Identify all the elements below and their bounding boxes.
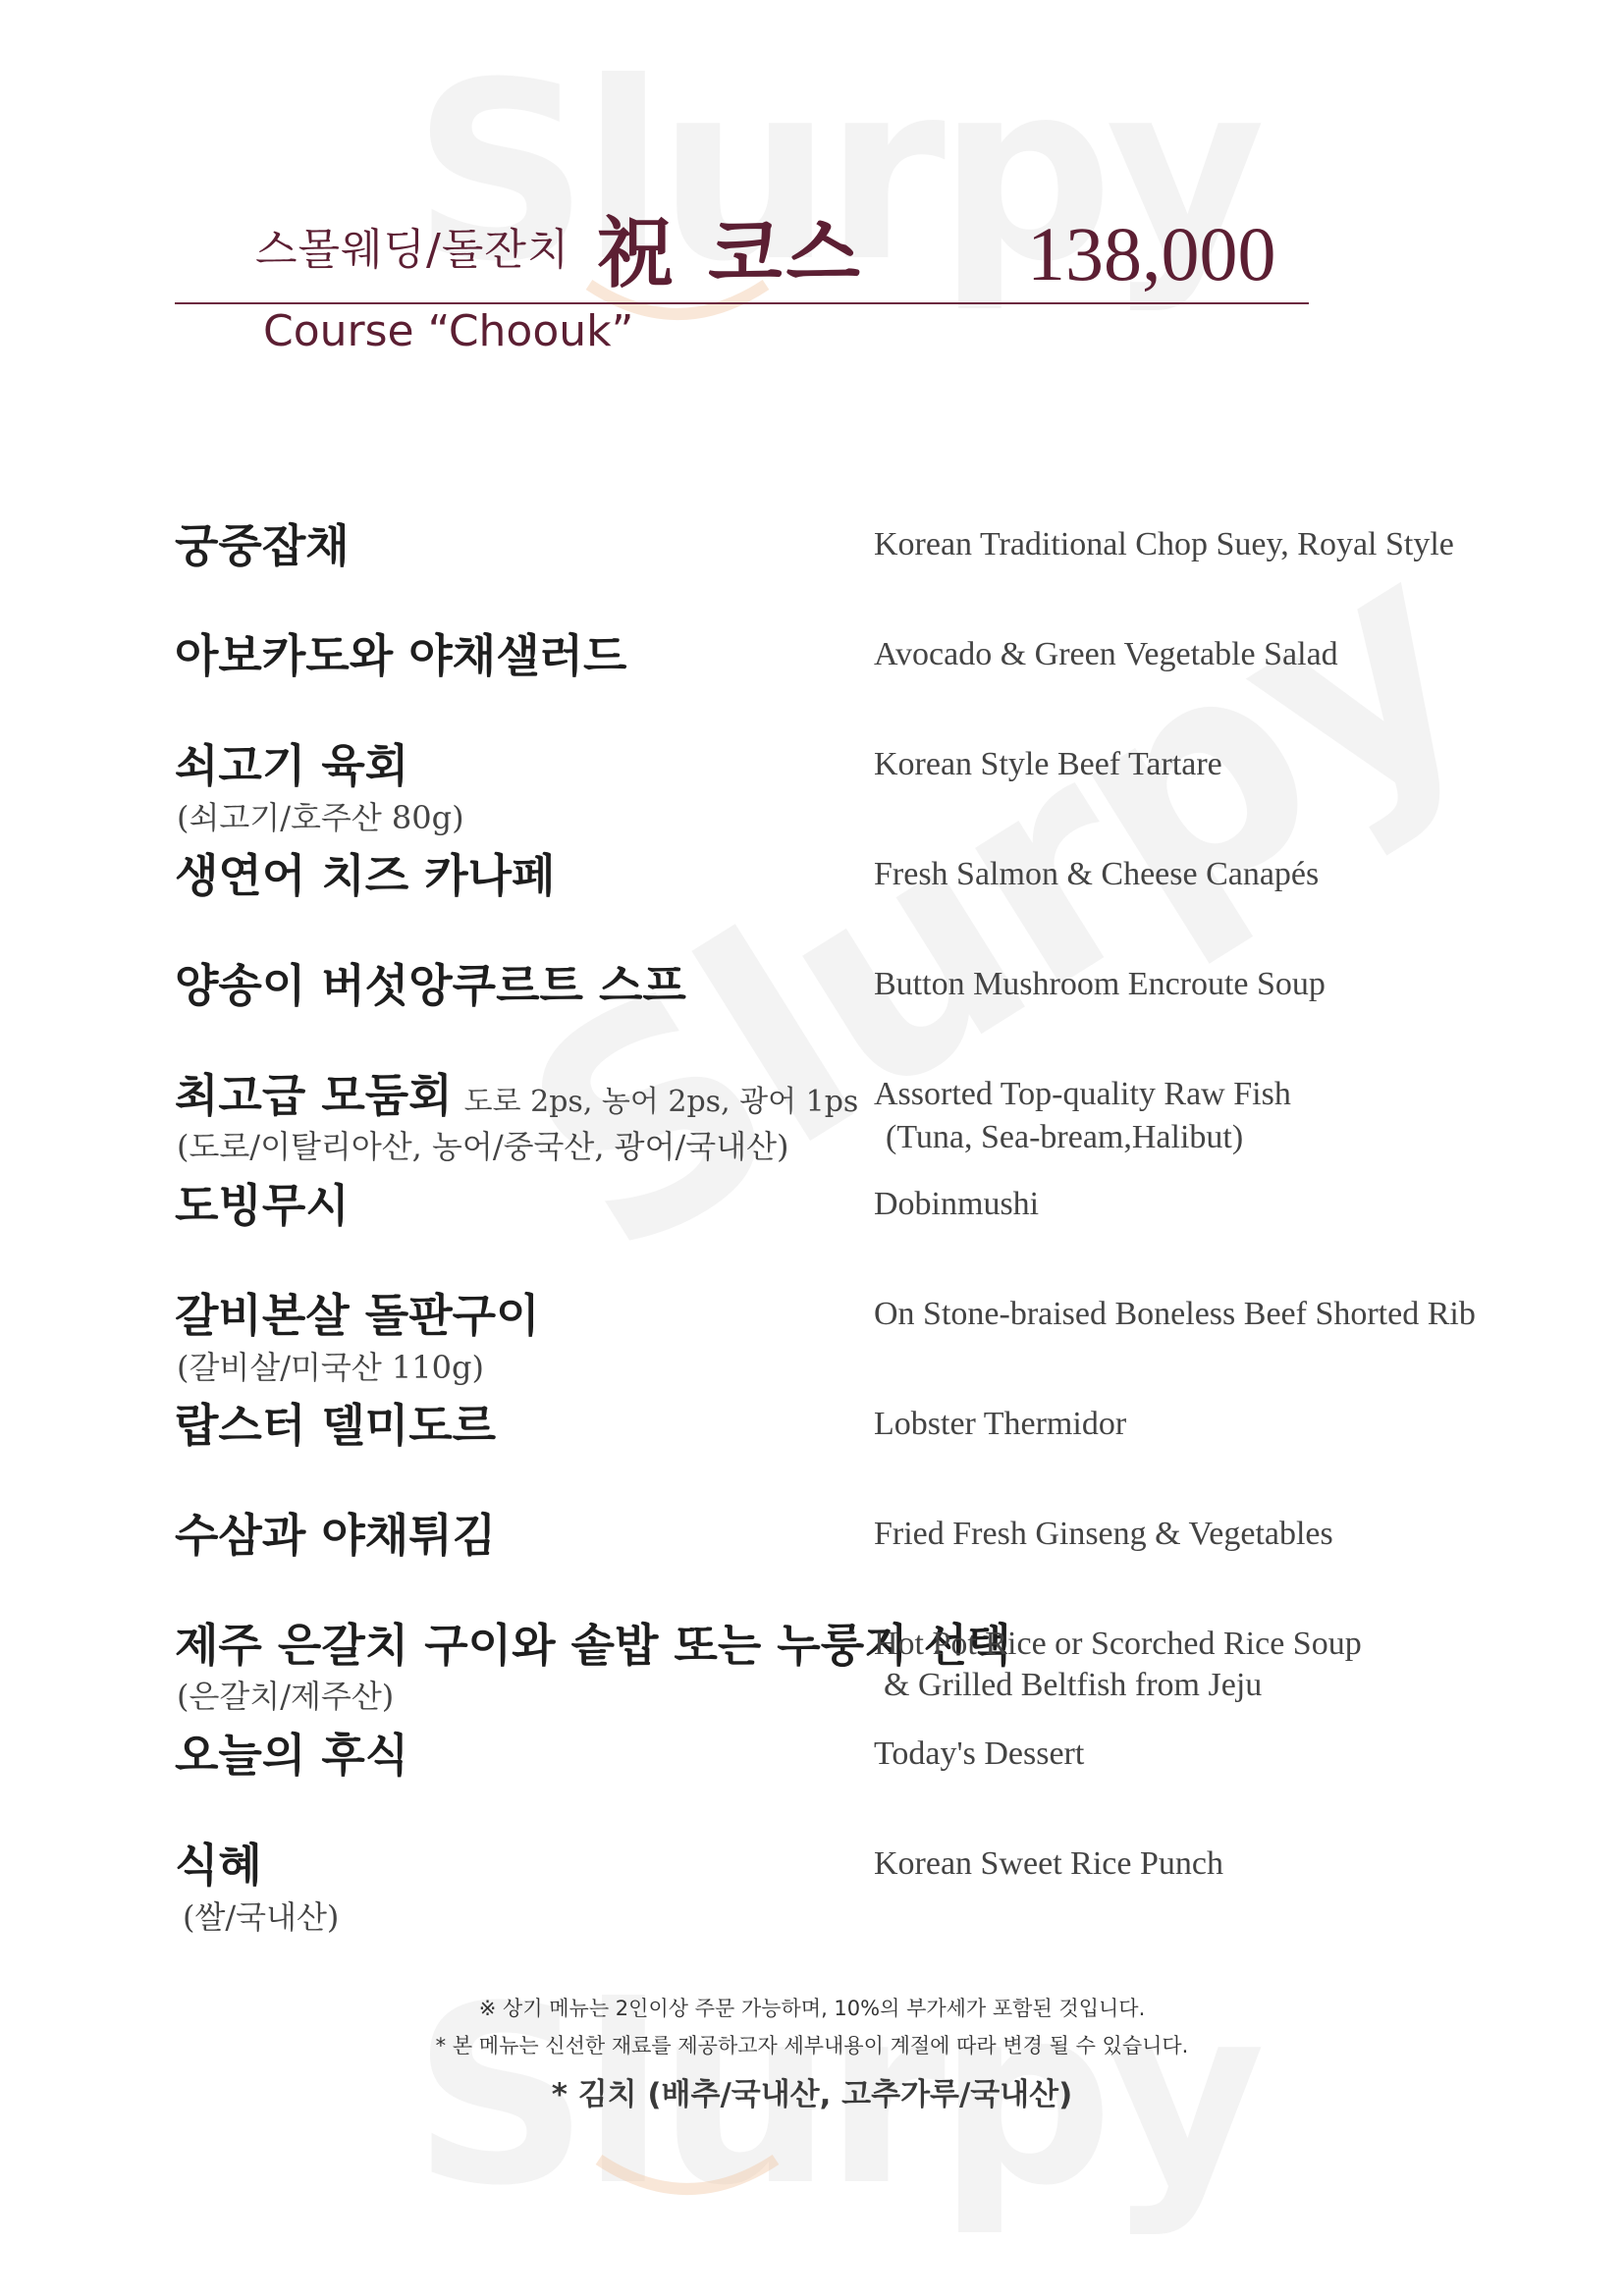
menu-item-name: 식혜 bbox=[175, 1839, 262, 1892]
menu-item-name-text: 최고급 모둠회 bbox=[175, 1069, 453, 1122]
footer-note-vat: ※ 상기 메뉴는 2인이상 주문 가능하며, 10%의 부가세가 포함된 것입니다. bbox=[478, 1997, 1146, 2020]
menu-item-name: 아보카도와 야채샐러드 bbox=[175, 629, 627, 682]
menu-item-english: Assorted Top-quality Raw Fish bbox=[874, 1076, 1291, 1112]
menu-item-portion: 도로 2ps, 농어 2ps, 광어 1ps bbox=[463, 1085, 859, 1119]
menu-item-english: Fresh Salmon & Cheese Canapés bbox=[874, 856, 1320, 892]
menu-item-english: On Stone-braised Boneless Beef Shorted Rib bbox=[874, 1296, 1476, 1332]
menu-item-origin: (쇠고기/호주산 80g) bbox=[177, 799, 464, 836]
menu-item-english: Today's Dessert bbox=[874, 1735, 1085, 1772]
watermark-fork-icon-bottom bbox=[589, 2140, 785, 2209]
course-price: 138,000 bbox=[1027, 211, 1276, 296]
menu-item-name: 궁중잡채 bbox=[175, 519, 350, 572]
course-english-title: Course “Choouk” bbox=[263, 306, 634, 356]
menu-item-name: 쇠고기 육회 bbox=[175, 739, 409, 792]
menu-item-name: 양송이 버섯앙쿠르트 스프 bbox=[175, 959, 686, 1012]
menu-item-origin: (도로/이탈리아산, 농어/중국산, 광어/국내산) bbox=[177, 1128, 789, 1165]
header-divider bbox=[175, 302, 1309, 304]
footer-note-kimchi-origin: * 김치 (배추/국내산, 고추가루/국내산) bbox=[551, 2077, 1073, 2112]
menu-item-english: Korean Style Beef Tartare bbox=[874, 746, 1222, 782]
menu-item-name: 도빙무시 bbox=[175, 1179, 350, 1232]
header-subtitle: 스몰웨딩/돌잔치 bbox=[255, 225, 570, 275]
menu-item-english: Hot Pot Rice or Scorched Rice Soup bbox=[874, 1626, 1362, 1662]
menu-item-english: Dobinmushi bbox=[874, 1186, 1040, 1222]
menu-item-english: Korean Sweet Rice Punch bbox=[874, 1845, 1223, 1882]
menu-item-english-detail: (Tuna, Sea-bream,Halibut) bbox=[886, 1119, 1244, 1155]
menu-item-origin: (쌀/국내산) bbox=[183, 1898, 340, 1936]
menu-item-name: 생연어 치즈 카나페 bbox=[175, 849, 556, 902]
menu-item-name bbox=[175, 1060, 858, 1125]
menu-item-origin: (갈비살/미국산 110g) bbox=[177, 1349, 484, 1386]
menu-item-name: 수삼과 야채튀김 bbox=[175, 1509, 497, 1562]
footer-note-seasonal: * 본 메뉴는 신선한 재료를 제공하고자 세부내용이 계절에 따라 변경 될 수 있습니다. bbox=[435, 2034, 1189, 2057]
page-title: 祝 코스 bbox=[597, 210, 864, 298]
menu-item-english: Avocado & Green Vegetable Salad bbox=[874, 636, 1338, 672]
menu-item-name: 오늘의 후식 bbox=[175, 1729, 409, 1782]
menu-item-name: 랍스터 델미도르 bbox=[175, 1399, 497, 1452]
menu-item-english-detail: & Grilled Beltfish from Jeju bbox=[884, 1667, 1263, 1703]
menu-item-english: Button Mushroom Encroute Soup bbox=[874, 966, 1326, 1002]
menu-item-english: Lobster Thermidor bbox=[874, 1406, 1127, 1442]
menu-item-name: 갈비본살 돌판구이 bbox=[175, 1289, 540, 1342]
menu-item-origin: (은갈치/제주산) bbox=[177, 1678, 395, 1715]
menu-item-english: Korean Traditional Chop Suey, Royal Style bbox=[874, 526, 1454, 562]
menu-item-name: 제주 은갈치 구이와 솥밥 또는 누룽지 선택 bbox=[175, 1619, 1011, 1672]
menu-item-english: Fried Fresh Ginseng & Vegetables bbox=[874, 1516, 1333, 1552]
